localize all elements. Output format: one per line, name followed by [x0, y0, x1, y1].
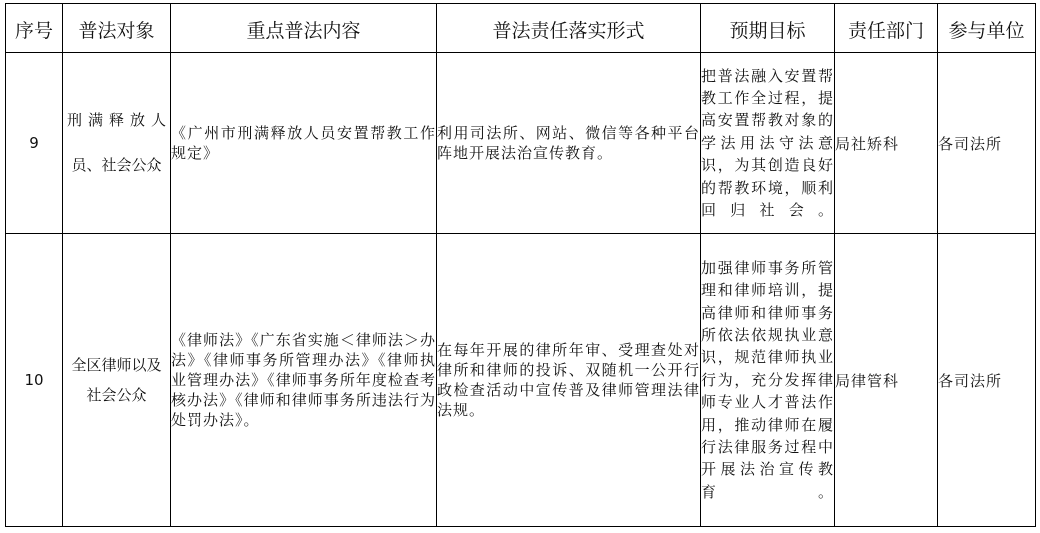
row-target: 刑满释放人员、社会公众 — [67, 111, 166, 174]
table-row — [6, 234, 1036, 527]
row-unit: 各司法所 — [938, 53, 1036, 234]
row-goal: 把普法融入安置帮教工作全过程，提高安置帮教对象的学法用法守法意识，为其创造良好的帮教环境，顺利回归社会。 — [701, 66, 834, 220]
row-form: 利用司法所、网站、微信等各种平台阵地开展法治宣传教育。 — [437, 124, 700, 162]
header-row — [6, 4, 1036, 53]
row-goal-cell — [701, 53, 835, 234]
row-unit: 各司法所 — [938, 234, 1036, 527]
header-goal: 预期目标 — [701, 4, 835, 53]
row-form: 在每年开展的律所年审、受理查处对律所和律师的投诉、双随机一公开行政检查活动中宣传普及律师管理法律法规。 — [437, 341, 700, 419]
header-number: 序号 — [6, 4, 63, 53]
row-goal: 加强律师事务所管理和律师培训，提高律师和律师事务所依法依规执业意识，规范律师执业行为，充分发挥律师专业人才普法作用，推动律师在履行法律服务过程中开展法治宣传教育。 — [701, 258, 834, 501]
header-form: 普法责任落实形式 — [437, 4, 701, 53]
header-unit: 参与单位 — [938, 4, 1036, 53]
row-department: 局社矫科 — [835, 53, 938, 234]
table-row — [6, 53, 1036, 234]
row-target: 全区律师以及社会公众 — [71, 356, 162, 404]
row-target-cell — [63, 53, 171, 234]
row-number: 9 — [6, 53, 63, 234]
header-content: 重点普法内容 — [171, 4, 437, 53]
row-form-cell — [437, 234, 701, 527]
row-content-cell — [171, 53, 437, 234]
row-content-cell — [171, 234, 437, 527]
row-target-cell — [63, 234, 171, 527]
row-goal-cell — [701, 234, 835, 527]
header-target: 普法对象 — [63, 4, 171, 53]
row-content: 《律师法》《广东省实施＜律师法＞办法》《律师事务所管理办法》《律师执业管理办法》《律师事务所年度检查考核办法》《律师和律师事务所违法行为处罚办法》。 — [171, 331, 436, 429]
row-number: 10 — [6, 234, 63, 527]
header-department: 责任部门 — [835, 4, 938, 53]
row-department: 局律管科 — [835, 234, 938, 527]
row-form-cell — [437, 53, 701, 234]
law-education-table — [5, 3, 1036, 527]
row-content: 《广州市刑满释放人员安置帮教工作规定》 — [171, 124, 436, 162]
